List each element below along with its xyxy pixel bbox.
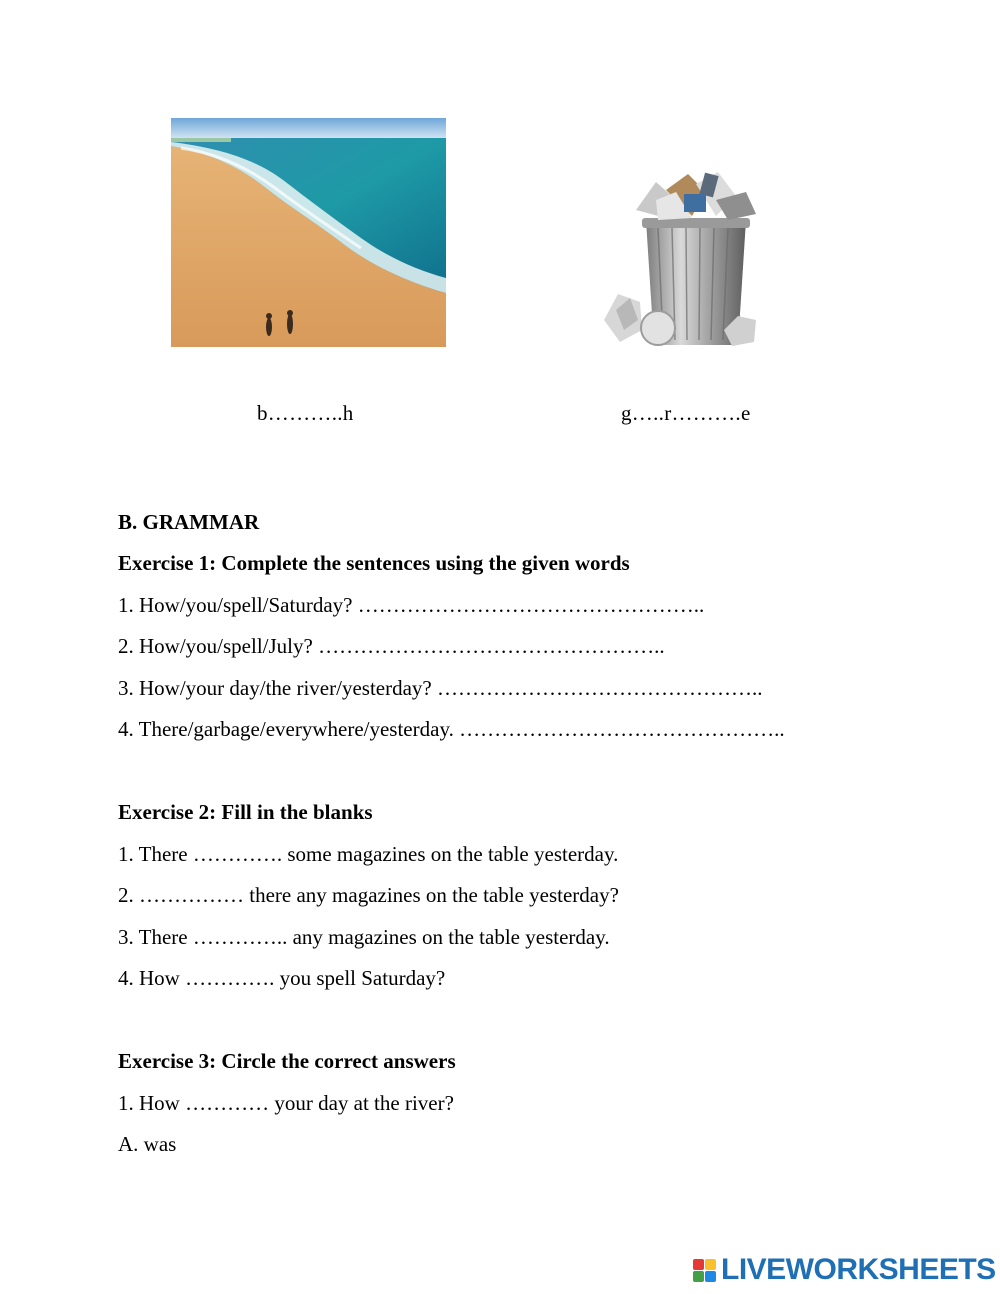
beach-illustration bbox=[171, 118, 446, 347]
garbage-word-hint: g…..r……….e bbox=[621, 401, 751, 425]
exercise3-option[interactable]: A. was bbox=[118, 1132, 177, 1156]
logo-block bbox=[693, 1271, 704, 1282]
logo-blocks-icon bbox=[693, 1259, 716, 1282]
logo-text: LIVEWORKSHEETS bbox=[721, 1253, 996, 1286]
garbage-image bbox=[596, 170, 771, 352]
exercise1-item[interactable]: 1. How/you/spell/Saturday? ………………………………………….. bbox=[118, 593, 705, 617]
exercise2-item[interactable]: 3. There ………….. any magazines on the table yesterday. bbox=[118, 925, 610, 949]
exercise3-title: Exercise 3: Circle the correct answers bbox=[118, 1049, 456, 1073]
section-title: B. GRAMMAR bbox=[118, 510, 260, 534]
logo-block bbox=[705, 1271, 716, 1282]
logo-block bbox=[693, 1259, 704, 1270]
beach-word-hint: b………..h bbox=[257, 401, 354, 425]
exercise1-title: Exercise 1: Complete the sentences using the given words bbox=[118, 551, 630, 575]
exercise1-item[interactable]: 2. How/you/spell/July? ………………………………………….. bbox=[118, 634, 665, 658]
trash-can-illustration bbox=[596, 170, 771, 352]
exercise3-question: 1. How ………… your day at the river? bbox=[118, 1091, 454, 1115]
exercise1-item[interactable]: 4. There/garbage/everywhere/yesterday. ……………………………………….. bbox=[118, 717, 785, 741]
liveworksheets-logo bbox=[693, 1254, 996, 1286]
exercise2-item[interactable]: 4. How …………. you spell Saturday? bbox=[118, 966, 446, 990]
exercise1-item[interactable]: 3. How/your day/the river/yesterday? ……………………………………….. bbox=[118, 676, 763, 700]
exercise2-item[interactable]: 1. There …………. some magazines on the table yesterday. bbox=[118, 842, 619, 866]
exercise2-item[interactable]: 2. …………… there any magazines on the table yesterday? bbox=[118, 883, 619, 907]
logo-block bbox=[705, 1259, 716, 1270]
beach-image bbox=[171, 118, 446, 347]
exercise2-title: Exercise 2: Fill in the blanks bbox=[118, 800, 373, 824]
